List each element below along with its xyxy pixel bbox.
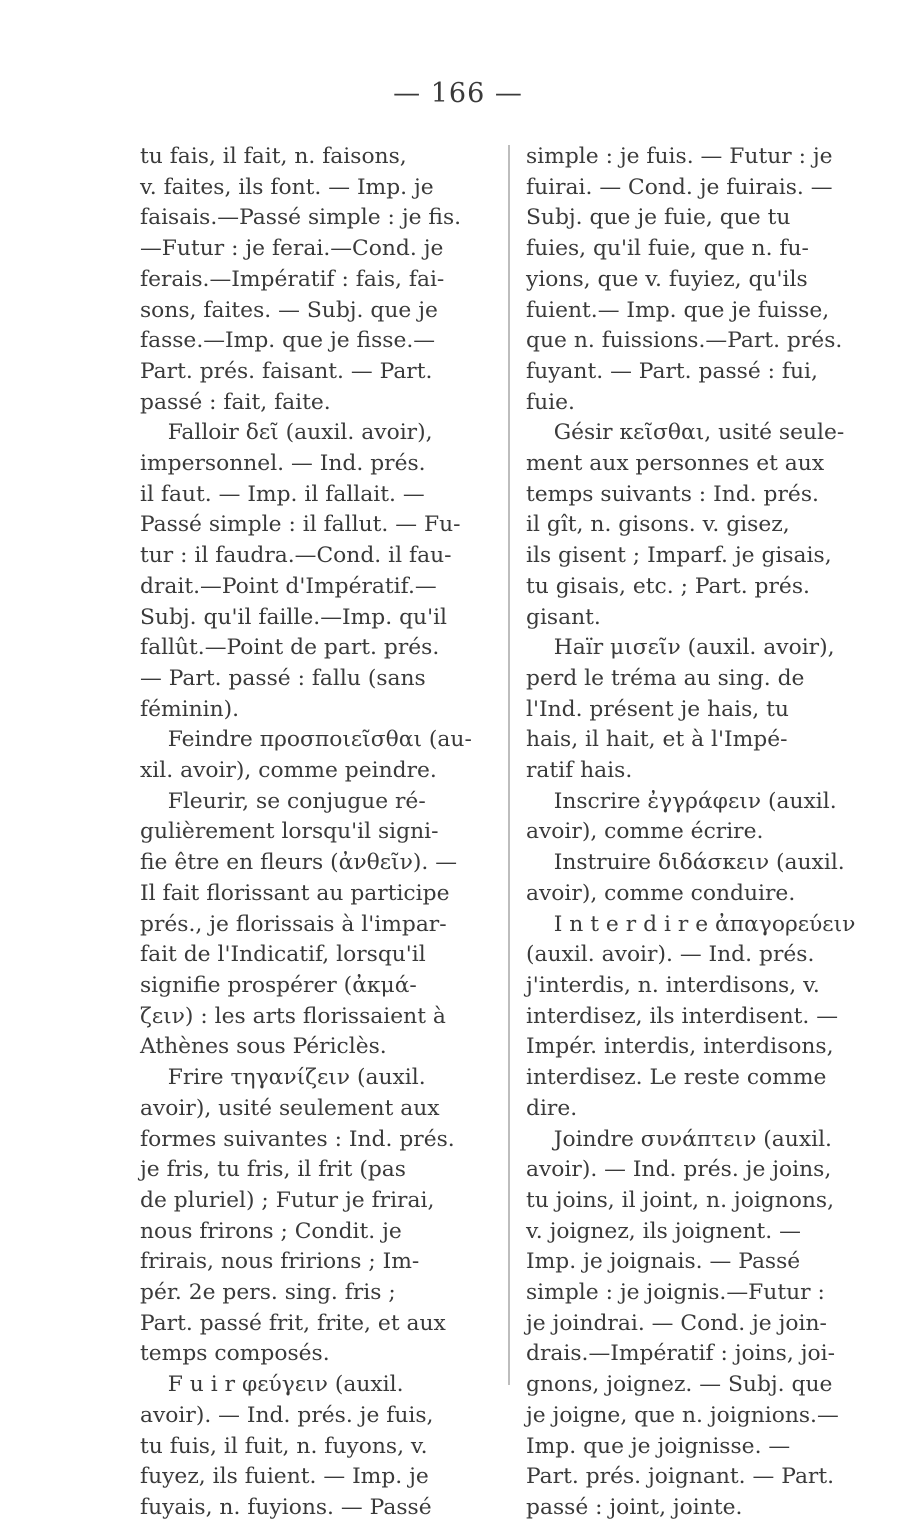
- text-line: tu fuis, il fuit, n. fuyons, v.: [140, 1433, 428, 1459]
- text-line: ζειν) : les arts florissaient à: [140, 1003, 446, 1029]
- text-line: Part. passé frit, frite, et aux: [140, 1310, 446, 1336]
- text-line: pér. 2e pers. sing. fris ;: [140, 1280, 396, 1306]
- text-line: il gît, n. gisons. v. gisez,: [526, 512, 790, 538]
- text-line: F u i r φεύγειν (auxil.: [140, 1372, 404, 1398]
- text-line: fuient.— Imp. que je fuisse,: [526, 297, 830, 323]
- text-line: Subj. qu'il faille.—Imp. qu'il: [140, 604, 448, 630]
- text-line: I n t e r d i r e ἀπαγορεύειν: [526, 911, 856, 937]
- text-line: Imp. je joignais. — Passé: [526, 1249, 801, 1275]
- text-line: fuie.: [526, 389, 575, 415]
- text-line: fasse.—Imp. que je fisse.—: [140, 328, 436, 354]
- text-line: Part. prés. faisant. — Part.: [140, 358, 433, 384]
- text-line: passé : fait, faite.: [140, 389, 331, 415]
- text-line: drais.—Impératif : joins, joi-: [526, 1341, 835, 1367]
- text-line: temps composés.: [140, 1341, 330, 1367]
- text-line: Frire τηγανίζειν (auxil.: [140, 1065, 426, 1091]
- column-divider: [508, 145, 510, 1385]
- text-line: Part. prés. joignant. — Part.: [526, 1464, 835, 1490]
- text-line: je joindrai. — Cond. je join-: [526, 1310, 827, 1336]
- text-line: l'Ind. présent je hais, tu: [526, 696, 789, 722]
- text-line: v. faites, ils font. — Imp. je: [140, 174, 434, 200]
- text-line: fuirai. — Cond. je fuirais. —: [526, 174, 833, 200]
- text-line: tu gisais, etc. ; Part. prés.: [526, 573, 810, 599]
- text-line: hais, il hait, et à l'Impé-: [526, 727, 788, 753]
- text-line: Impér. interdis, interdisons,: [526, 1034, 834, 1060]
- text-line: Joindre συνάπτειν (auxil.: [526, 1126, 832, 1152]
- text-line: gisant.: [526, 604, 601, 630]
- text-line: il faut. — Imp. il fallait. —: [140, 481, 425, 507]
- text-line: ment aux personnes et aux: [526, 451, 825, 477]
- text-line: j'interdis, n. interdisons, v.: [526, 972, 820, 998]
- text-line: avoir). — Ind. prés. je joins,: [526, 1157, 832, 1183]
- text-line: ratif hais.: [526, 758, 633, 784]
- text-line: passé : joint, jointe.: [526, 1494, 743, 1520]
- text-line: Fleurir, se conjugue ré-: [140, 788, 426, 814]
- text-line: Instruire διδάσκειν (auxil.: [526, 850, 845, 876]
- text-line: drait.—Point d'Impératif.—: [140, 573, 437, 599]
- right-column: [526, 142, 876, 1524]
- text-line: féminin).: [140, 696, 240, 722]
- text-line: je joigne, que n. joignions.—: [526, 1402, 839, 1428]
- text-line: yions, que v. fuyiez, qu'ils: [526, 266, 808, 292]
- text-line: gulièrement lorsqu'il signi-: [140, 819, 439, 845]
- text-line: Passé simple : il fallut. — Fu-: [140, 512, 461, 538]
- text-line: je fris, tu fris, il frit (pas: [140, 1157, 406, 1183]
- text-line: faisais.—Passé simple : je fis.: [140, 205, 462, 231]
- text-line: Inscrire ἐγγράφειν (auxil.: [526, 788, 837, 814]
- text-line: avoir), usité seulement aux: [140, 1095, 440, 1121]
- text-line: Subj. que je fuie, que tu: [526, 205, 791, 231]
- text-line: fuies, qu'il fuie, que n. fu-: [526, 236, 809, 262]
- text-line: fallût.—Point de part. prés.: [140, 635, 440, 661]
- text-line: (auxil. avoir). — Ind. prés.: [526, 942, 815, 968]
- text-line: impersonnel. — Ind. prés.: [140, 451, 426, 477]
- text-line: gnons, joignez. — Subj. que: [526, 1372, 833, 1398]
- text-line: nous frirons ; Condit. je: [140, 1218, 402, 1244]
- text-line: Gésir κεῖσθαι, usité seule-: [526, 420, 845, 446]
- text-line: ils gisent ; Imparf. je gisais,: [526, 543, 832, 569]
- text-line: Athènes sous Périclès.: [140, 1034, 387, 1060]
- text-line: avoir). — Ind. prés. je fuis,: [140, 1402, 434, 1428]
- text-line: frirais, nous fririons ; Im-: [140, 1249, 420, 1275]
- text-line: formes suivantes : Ind. prés.: [140, 1126, 455, 1152]
- text-line: que n. fuissions.—Part. prés.: [526, 328, 843, 354]
- text-line: tu fais, il fait, n. faisons,: [140, 144, 407, 169]
- text-line: simple : je fuis. — Futur : je: [526, 144, 833, 169]
- text-line: Il fait florissant au participe: [140, 880, 450, 906]
- text-line: ferais.—Impératif : fais, fai-: [140, 266, 445, 292]
- text-line: tu joins, il joint, n. joignons,: [526, 1187, 835, 1213]
- text-line: interdisez, ils interdisent. —: [526, 1003, 839, 1029]
- text-line: fuyez, ils fuient. — Imp. je: [140, 1464, 429, 1490]
- text-line: signifie prospérer (ἀκμά-: [140, 972, 417, 998]
- text-line: Feindre προσποιεῖσθαι (au-: [140, 727, 472, 753]
- page-number: — 166 —: [393, 78, 523, 109]
- text-line: fait de l'Indicatif, lorsqu'il: [140, 942, 426, 968]
- text-line: interdisez. Le reste comme: [526, 1065, 827, 1091]
- text-line: Falloir δεῖ (auxil. avoir),: [140, 420, 433, 446]
- text-line: avoir), comme écrire.: [526, 819, 764, 845]
- text-line: fie être en fleurs (ἀνθεῖν). —: [140, 850, 457, 876]
- text-line: v. joignez, ils joignent. —: [526, 1218, 801, 1244]
- text-line: Imp. que je joignisse. —: [526, 1433, 791, 1459]
- text-line: —Futur : je ferai.—Cond. je: [140, 236, 444, 262]
- text-line: Haïr μισεῖν (auxil. avoir),: [526, 635, 835, 661]
- text-line: temps suivants : Ind. prés.: [526, 481, 819, 507]
- text-line: sons, faites. — Subj. que je: [140, 297, 438, 323]
- text-line: dire.: [526, 1095, 578, 1121]
- text-line: fuyant. — Part. passé : fui,: [526, 358, 818, 384]
- text-line: fuyais, n. fuyions. — Passé: [140, 1494, 432, 1520]
- text-line: — Part. passé : fallu (sans: [140, 665, 426, 691]
- text-line: prés., je florissais à l'impar-: [140, 911, 447, 937]
- text-line: xil. avoir), comme peindre.: [140, 758, 437, 784]
- text-line: de pluriel) ; Futur je frirai,: [140, 1187, 435, 1213]
- text-line: perd le tréma au sing. de: [526, 665, 805, 691]
- text-line: avoir), comme conduire.: [526, 880, 796, 906]
- left-column: [140, 142, 490, 1524]
- text-line: tur : il faudra.—Cond. il fau-: [140, 543, 452, 569]
- text-line: simple : je joignis.—Futur :: [526, 1280, 825, 1306]
